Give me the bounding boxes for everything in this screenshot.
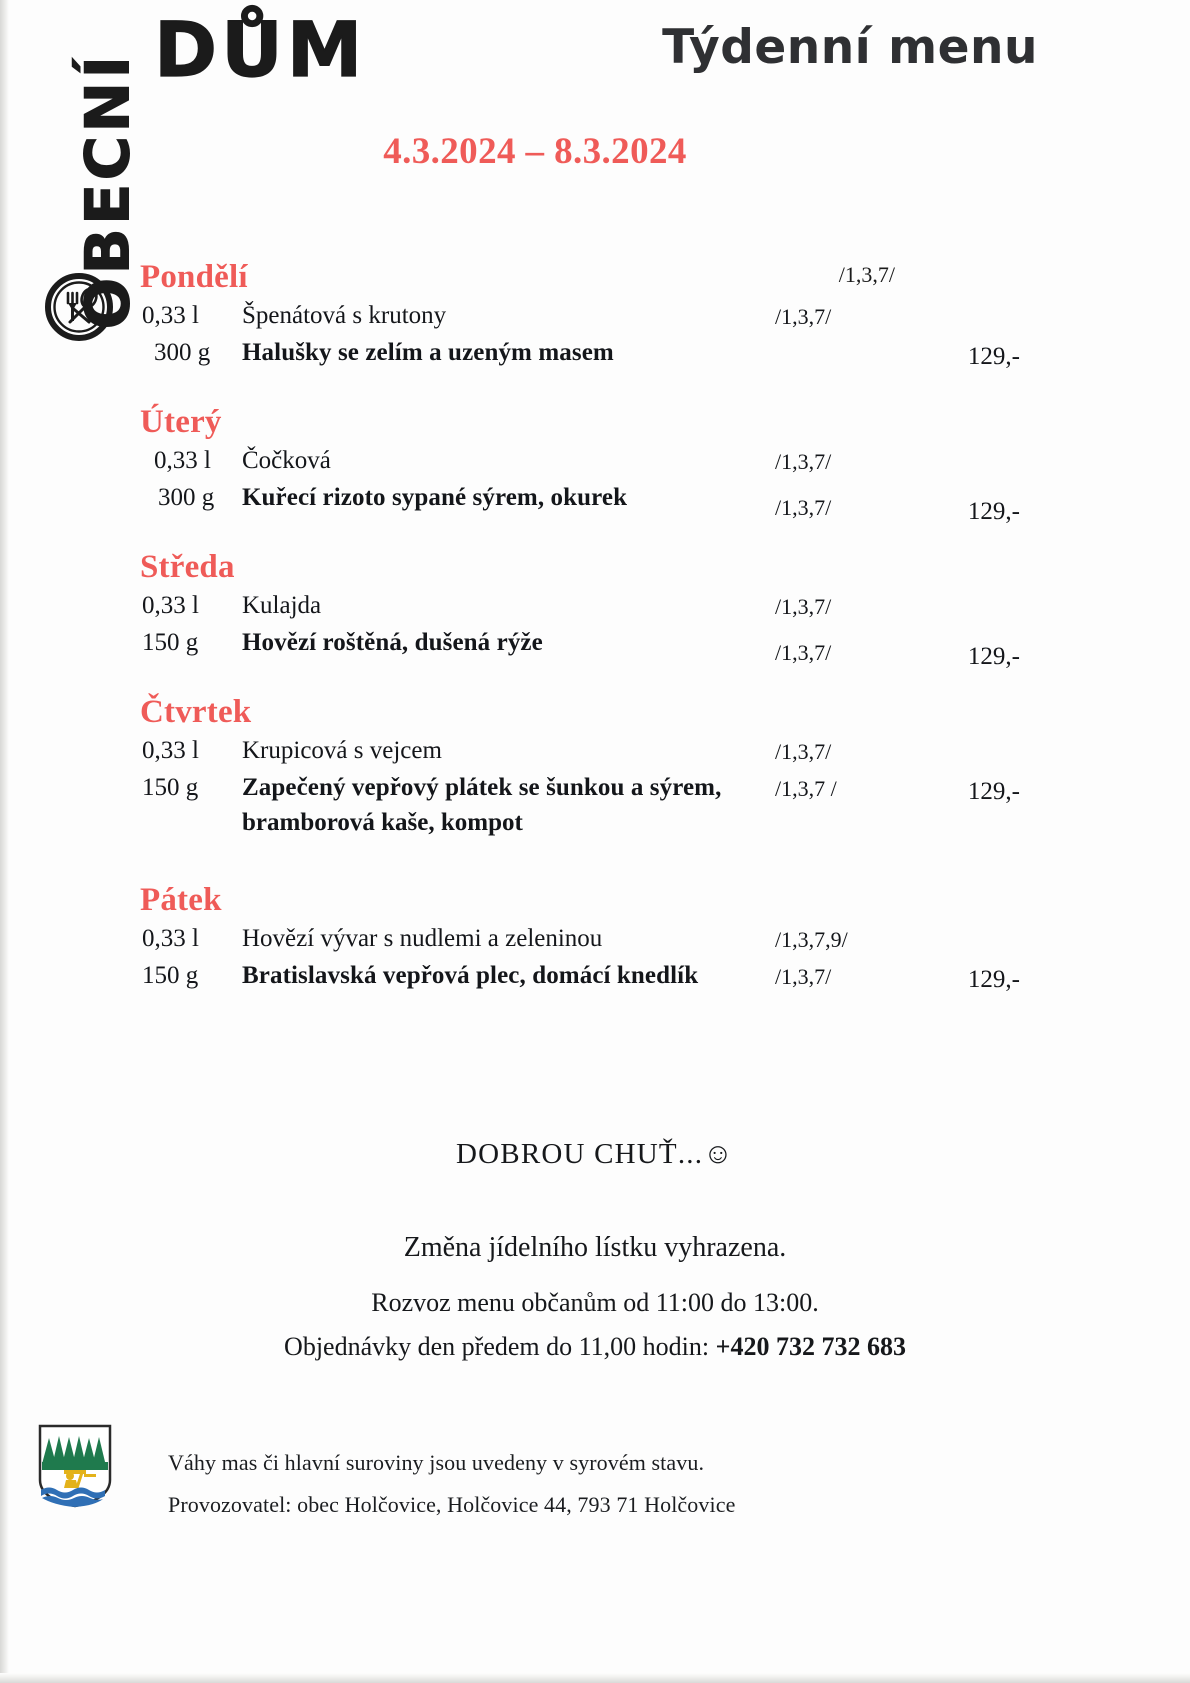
soup-name: Krupicová s vejcem	[242, 736, 442, 764]
main-price: 129,-	[967, 497, 1020, 525]
day-head-allergen: /1,3,7/	[838, 262, 895, 287]
phone-number: +420 732 732 683	[715, 1331, 906, 1361]
holcovice-coat-of-arms-icon	[38, 1424, 112, 1508]
day-section-friday	[140, 881, 1020, 994]
menu-row-main	[140, 482, 1020, 525]
day-title: Pondělí	[140, 259, 248, 295]
main-name: Bratislavská vepřová plec, domácí knedlík	[242, 961, 699, 989]
logo-vertical-text: OBECNÍ	[72, 52, 144, 330]
fork-spoon-circle-icon	[44, 272, 114, 342]
main-amount: 300 g	[158, 483, 215, 511]
scan-edge-left	[0, 0, 9, 1683]
main-price: 129,-	[967, 342, 1020, 370]
note-menu-change: Změna jídelního lístku vyhrazena.	[403, 1232, 787, 1263]
note-orders-prefix: Objednávky den předem do 11,00 hodin:	[284, 1331, 716, 1361]
soup-allergen: /1,3,7/	[775, 448, 832, 474]
day-section-monday	[140, 258, 1020, 371]
footer-note-operator: Provozovatel: obec Holčovice, Holčovice 44, 793 71 Holčovice	[168, 1491, 736, 1517]
main-amount: 300 g	[154, 338, 211, 366]
menu-row-soup	[140, 735, 1020, 769]
day-section-wednesday	[140, 548, 1020, 670]
footer-note-weights: Váhy mas či hlavní suroviny jsou uvedeny v syrovém stavu.	[168, 1450, 705, 1475]
menu-row-main	[140, 772, 1020, 806]
main-name: Hovězí roštěná, dušená rýže	[242, 628, 543, 656]
menu-row-main	[140, 960, 1020, 994]
soup-amount: 0,33 l	[142, 301, 199, 329]
footer	[38, 1420, 1148, 1526]
main-name: Kuřecí rizoto sypané sýrem, okurek	[242, 483, 628, 511]
soup-allergen: /1,3,7/	[775, 303, 832, 329]
day-section-thursday	[140, 693, 1020, 839]
note-delivery-hours: Rozvoz menu občanům od 11:00 do 13:00.	[371, 1287, 819, 1317]
soup-allergen: /1,3,7,9/	[775, 926, 848, 952]
soup-name: Čočková	[242, 446, 331, 474]
soup-allergen: /1,3,7/	[775, 593, 832, 619]
menu-row-soup	[140, 300, 1020, 334]
main-name: Halušky se zelím a uzeným masem	[242, 338, 614, 366]
main-allergen: /1,3,7/	[775, 639, 832, 665]
main-price: 129,-	[967, 965, 1020, 993]
main-name: Zapečený vepřový plátek se šunkou a sýrem,	[242, 773, 722, 801]
soup-amount: 0,33 l	[154, 446, 211, 474]
main-allergen: /1,3,7/	[775, 963, 832, 989]
page-title: Týdenní menu	[662, 20, 1038, 75]
day-title: Středa	[140, 548, 235, 585]
note-orders	[0, 1325, 1190, 1369]
footer-text	[112, 1420, 735, 1526]
day-title: Úterý	[140, 403, 222, 440]
soup-name: Hovězí vývar s nudlemi a zeleninou	[242, 924, 603, 952]
main-price: 129,-	[967, 642, 1020, 670]
main-allergen: /1,3,7/	[775, 494, 832, 520]
menu-row-soup	[140, 590, 1020, 624]
main-amount: 150 g	[142, 961, 199, 989]
main-amount: 150 g	[142, 628, 199, 656]
logo-dum-text: DŮM	[154, 5, 367, 94]
menu-row-soup	[140, 445, 1020, 479]
soup-name: Kulajda	[242, 591, 322, 619]
main-name-line2: bramborová kaše, kompot	[242, 808, 523, 836]
soup-name: Špenátová s krutony	[242, 301, 447, 329]
main-amount: 150 g	[142, 773, 199, 801]
scan-edge-bottom	[0, 1673, 1190, 1683]
menu-row-main	[140, 627, 1020, 670]
day-title: Pátek	[140, 881, 222, 918]
notes-block	[0, 1228, 1190, 1369]
soup-allergen: /1,3,7/	[775, 738, 832, 764]
day-title: Čtvrtek	[140, 693, 252, 730]
date-range: 4.3.2024 – 8.3.2024	[383, 131, 687, 172]
soup-amount: 0,33 l	[142, 591, 199, 619]
soup-amount: 0,33 l	[142, 736, 199, 764]
day-section-tuesday	[140, 403, 1020, 525]
soup-amount: 0,33 l	[142, 924, 199, 952]
bon-appetit-text: DOBROU CHUŤ...☺	[455, 1138, 734, 1170]
menu-list	[140, 258, 1020, 1026]
main-allergen: /1,3,7 /	[775, 775, 837, 801]
main-price: 129,-	[967, 777, 1020, 805]
menu-row-main	[140, 337, 1020, 371]
menu-row-soup	[140, 923, 1020, 957]
